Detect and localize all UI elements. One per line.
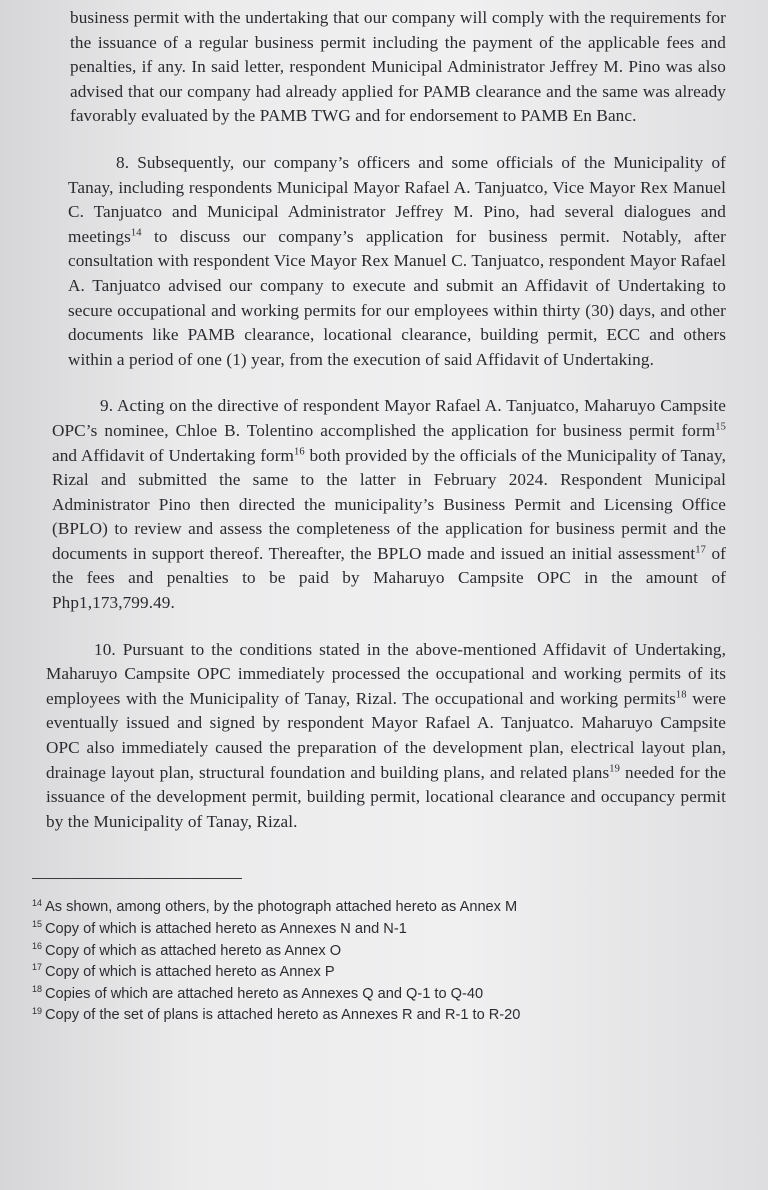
paragraph-text: and Affidavit of Undertaking form <box>52 445 295 465</box>
footnote-17 <box>32 962 726 984</box>
paragraph-text: to discuss our company’s application for business permit. Notably, after consultation with respondent Vice Mayor Rex Manuel C. Tanjuatco, respondent Mayor Rafael A. Tanjuatco advised our company to execute and submit an Affidavit of Undertaking to secure occupational and working permits for our employees within thirty (30) days, and other documents like PAMB clearance, locational clearance, building permit, ECC and others within a period of one (1) year, from the execution of said Affidavit of Undertaking. <box>68 226 726 369</box>
paragraph-text: of the fees and penalties to be paid by Maharuyo Campsite OPC in the amount of Php1,173,799.49. <box>52 543 726 613</box>
footnote-19 <box>32 1005 726 1027</box>
paragraph-text: 10. Pursuant to the conditions stated in the above-mentioned Affidavit of Undertaking, Maharuyo Campsite OPC immediately processed the occupational and working permits of its employees with the Municipality of Tanay, Rizal. The occupational and working permits <box>46 639 726 708</box>
footnote-ref-17: 17 <box>695 544 706 556</box>
paragraph-text: business permit with the undertaking that our company will comply with the requirements for the issuance of a regular business permit including the payment of the applicable fees and penalties, if any. In said letter, respondent Municipal Administrator Jeffrey M. Pino was also advised that our company had already applied for PAMB clearance and the same was already favorably evaluated by the PAMB TWG and for endorsement to PAMB En Banc. <box>70 8 726 126</box>
paragraph-7-continuation <box>70 6 726 129</box>
footnote-divider <box>32 878 242 879</box>
footnote-18 <box>32 984 726 1006</box>
footnote-text: Copy of which is attached hereto as Annexes N and N-1 <box>45 921 407 937</box>
footnote-ref-19: 19 <box>609 762 620 774</box>
footnote-ref-15: 15 <box>715 421 726 433</box>
paragraph-text: 8. Subsequently, our company’s officers and some officials of the Municipality of Tanay, including respondents Municipal Mayor Rafael A. Tanjuatco, Vice Mayor Rex Manuel C. Tanjuatco and Municipal Administrator Jeffrey M. Pino, had several dialogues and meetings <box>68 152 726 246</box>
footnote-text: Copy of the set of plans is attached hereto as Annexes R and R-1 to R-20 <box>45 1007 521 1024</box>
footnote-number: 17 <box>32 962 43 973</box>
footnotes <box>32 897 726 1027</box>
footnote-14 <box>32 897 726 919</box>
footnote-text: Copies of which are attached hereto as Annexes Q and Q-1 to Q-40 <box>45 985 484 1002</box>
paragraph-8 <box>68 151 726 372</box>
footnote-number: 18 <box>32 983 43 994</box>
footnote-ref-16: 16 <box>294 445 305 457</box>
footnote-number: 14 <box>32 897 43 908</box>
footnote-15 <box>32 919 726 941</box>
footnote-number: 16 <box>32 940 43 951</box>
footnote-text: Copy of which is attached hereto as Annex P <box>45 964 335 981</box>
paragraph-text: 9. Acting on the directive of respondent Mayor Rafael A. Tanjuatco, Maharuyo Campsite OPC’s nominee, Chloe B. Tolentino accomplished the application for business permit form <box>52 396 726 440</box>
paragraph-9 <box>52 394 726 615</box>
paragraph-10 <box>46 638 726 835</box>
footnote-number: 15 <box>32 919 43 930</box>
paragraph-text: both provided by the officials of the Municipality of Tanay, Rizal and submitted the same to the latter in February 2024. Respondent Municipal Administrator Pino then directed the municipality’s Business Permit and Licensing Office (BPLO) to review and assess the completeness of the application for business permit and the documents in support thereof. Thereafter, the BPLO made and issued an initial assessment <box>52 445 726 563</box>
footnote-16 <box>32 941 726 963</box>
paragraph-text: were eventually issued and signed by respondent Mayor Rafael A. Tanjuatco. Maharuyo Campsite OPC also immediately caused the preparation of the development plan, electrical layout plan, drainage layout plan, structural foundation and building plans, and related plans <box>46 688 726 782</box>
footnote-ref-18: 18 <box>675 689 687 701</box>
paragraph-text: needed for the issuance of the development permit, building permit, locational clearance and occupancy permit by the Municipality of Tanay, Rizal. <box>46 762 726 831</box>
footnote-ref-14: 14 <box>130 227 142 239</box>
footnote-number: 19 <box>32 1005 43 1016</box>
footnote-text: As shown, among others, by the photograph attached hereto as Annex M <box>45 899 518 916</box>
footnote-text: Copy of which as attached hereto as Annex O <box>45 942 342 959</box>
